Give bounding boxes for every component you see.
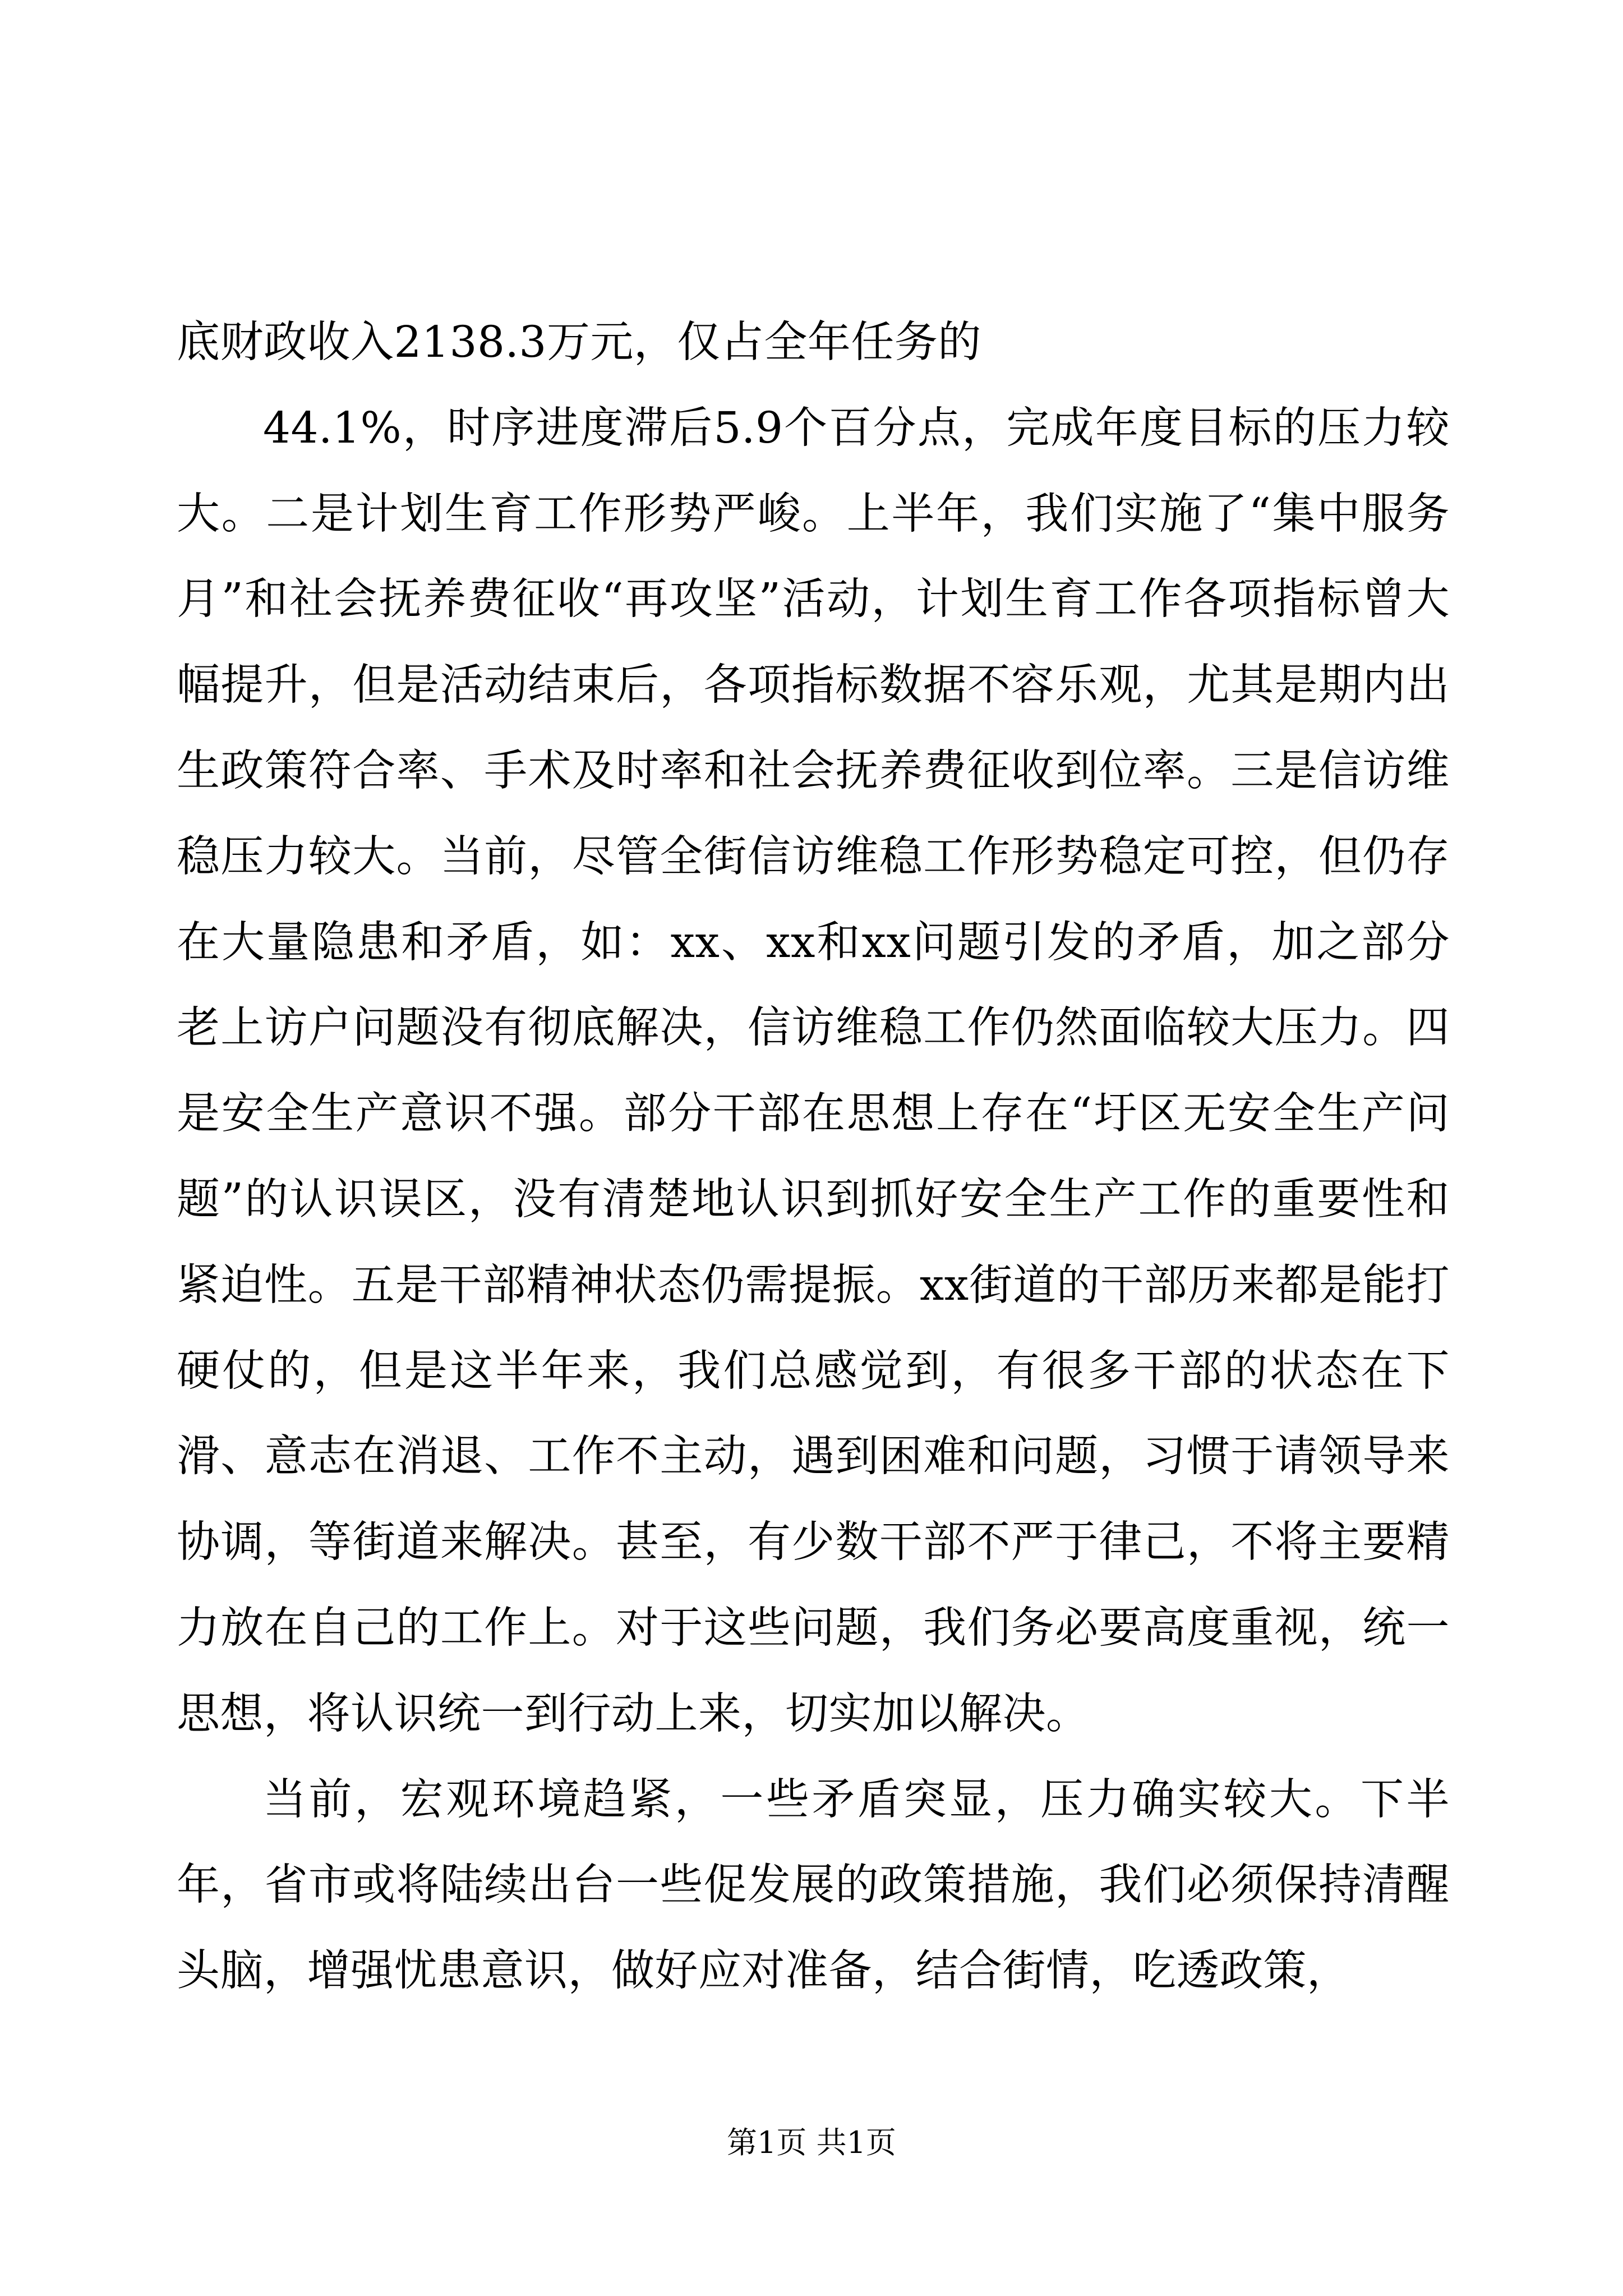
page-number-footer: 第1页 共1页 [727, 2125, 896, 2160]
paragraph-3: 当前，宏观环境趋紧，一些矛盾突显，压力确实较大。下半年，省市或将陆续出台一些促发展的政策措施，我们必须保持清醒头脑，增强忧患意识，做好应对准备，结合街情，吃透政策， [177, 1774, 1450, 1996]
paragraph-2: 44.1%，时序进度滞后5.9个百分点，完成年度目标的压力较大。二是计划生育工作形势严峻。上半年，我们实施了“集中服务月”和社会抚养费征收“再攻坚”活动，计划生育工作各项指标曾大幅提升，但是活动结束后，各项指标数据不容乐观，尤其是期内出生政策符合率、手术及时率和社会抚养费征收到位率。三是信访维稳压力较大。当前，尽管全街信访维稳工作形势稳定可控，但仍存在大量隐患和矛盾，如：xx、xx和xx问题引发的矛盾，加之部分老上访户问题没有彻底解决，信访维稳工作仍然面临较大压力。四是安全生产意识不强。部分干部在思想上存在“圩区无安全生产问题”的认识误区，没有清楚地认识到抓好安全生产工作的重要性和紧迫性。五是干部精神状态仍需提振。xx街道的干部历来都是能打硬仗的，但是这半年来，我们总感觉到，有很多干部的状态在下滑、意志在消退、工作不主动，遇到困难和问题，习惯于请领导来协调，等街道来解决。甚至，有少数干部不严于律己，不将主要精力放在自己的工作上。对于这些问题，我们务必要高度重视，统一思想，将认识统一到行动上来，切实加以解决。 [177, 403, 1450, 1739]
paragraph-1: 底财政收入2138.3万元，仅占全年任务的 [177, 318, 981, 367]
document-body [177, 300, 1450, 2014]
